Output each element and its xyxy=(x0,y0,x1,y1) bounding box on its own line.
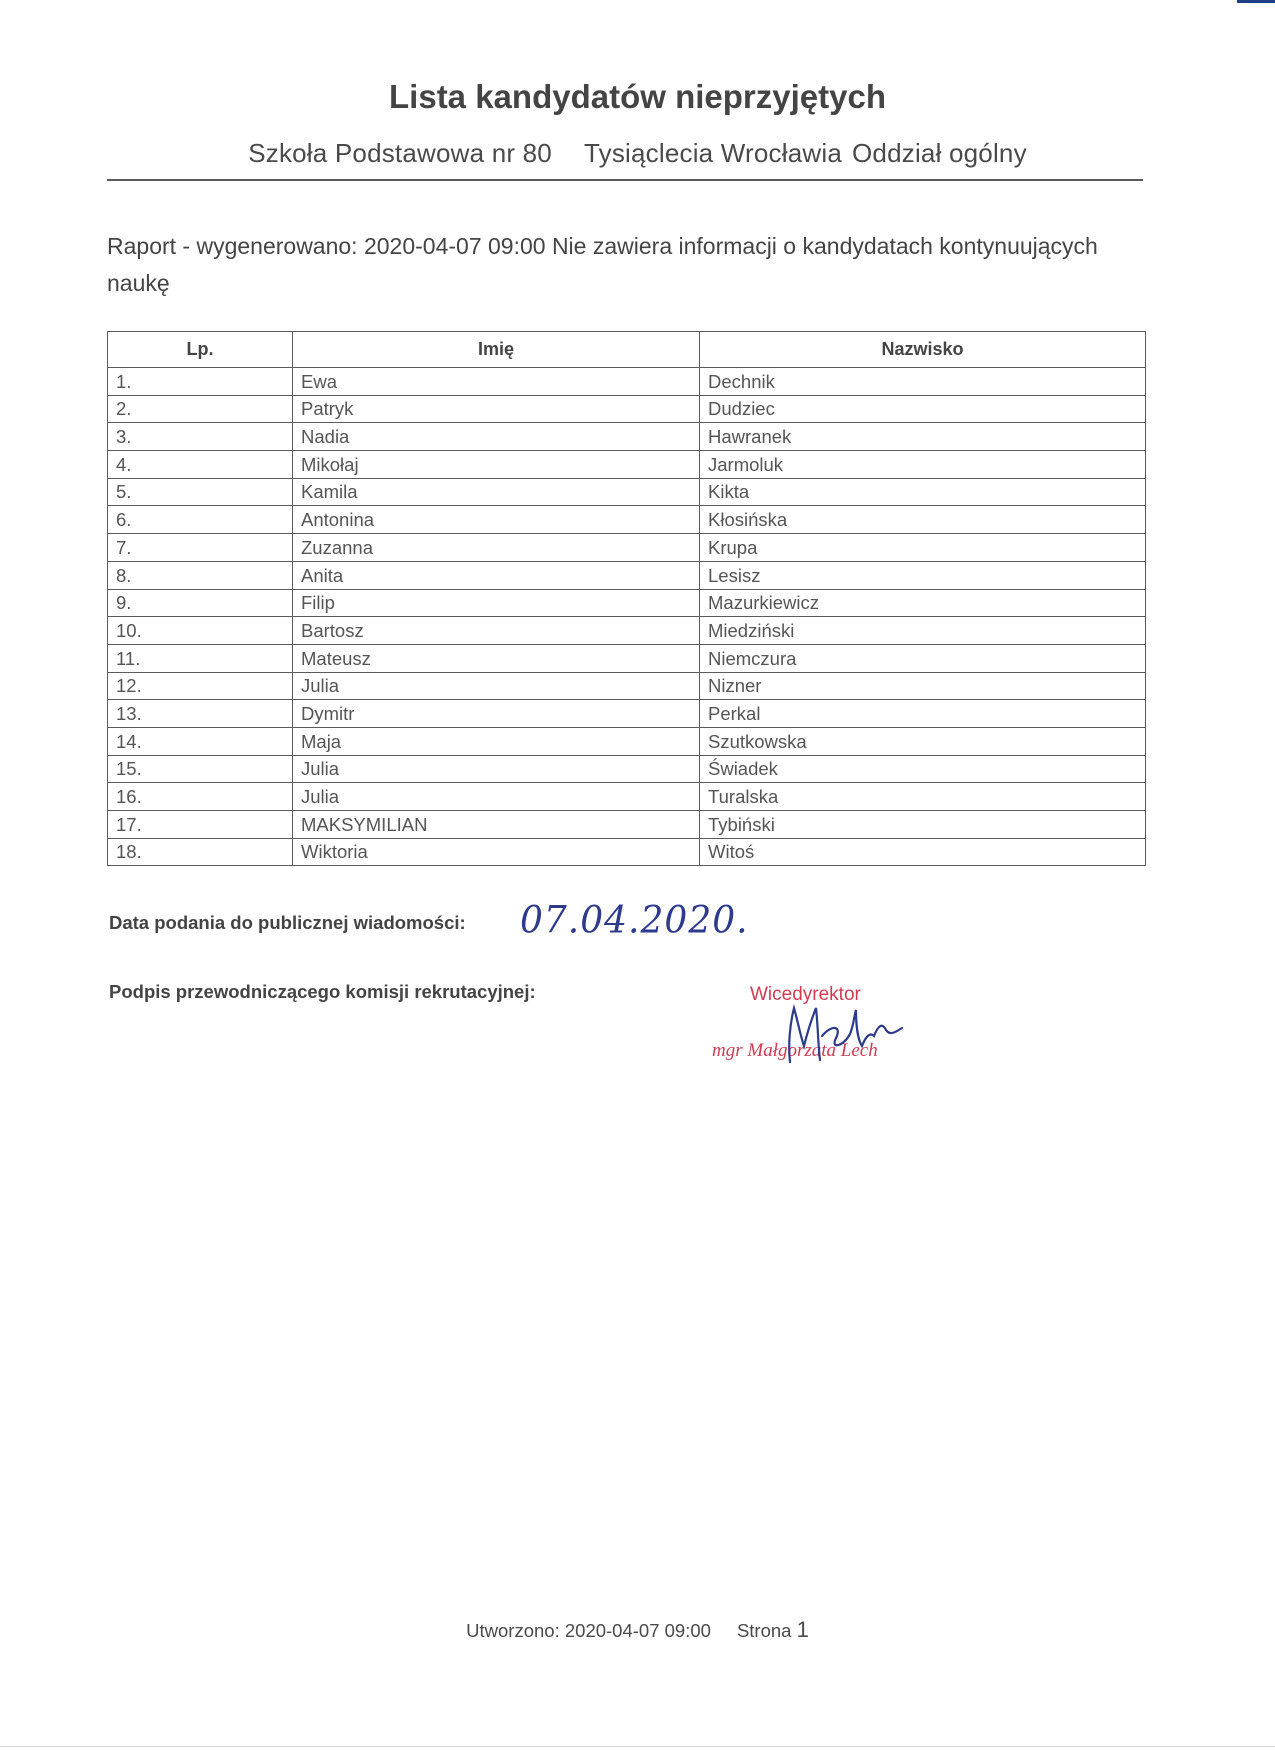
row-first-name: Anita xyxy=(293,561,700,589)
table-row xyxy=(108,755,1146,783)
row-first-name: Bartosz xyxy=(293,617,700,645)
row-lp: 11. xyxy=(108,644,293,672)
row-lp: 9. xyxy=(108,589,293,617)
table-row xyxy=(108,838,1146,866)
row-first-name: Julia xyxy=(293,672,700,700)
table-row xyxy=(108,589,1146,617)
row-last-name: Turalska xyxy=(700,783,1146,811)
table-row xyxy=(108,617,1146,645)
row-last-name: Niemczura xyxy=(700,644,1146,672)
row-lp: 17. xyxy=(108,811,293,839)
row-first-name: MAKSYMILIAN xyxy=(293,811,700,839)
table-row xyxy=(108,727,1146,755)
row-lp: 7. xyxy=(108,534,293,562)
header-divider xyxy=(107,179,1143,181)
school-label: Szkoła Podstawowa nr 80 xyxy=(248,138,552,168)
row-last-name: Tybiński xyxy=(700,811,1146,839)
scan-bottom-edge xyxy=(0,1746,1275,1747)
row-first-name: Filip xyxy=(293,589,700,617)
row-first-name: Julia xyxy=(293,755,700,783)
row-lp: 6. xyxy=(108,506,293,534)
row-last-name: Mazurkiewicz xyxy=(700,589,1146,617)
row-first-name: Julia xyxy=(293,783,700,811)
row-lp: 10. xyxy=(108,617,293,645)
signature-label: Podpis przewodniczącego komisji rekrutacyjnej: xyxy=(109,981,536,1002)
row-last-name: Dudziec xyxy=(700,395,1146,423)
row-lp: 18. xyxy=(108,838,293,866)
row-last-name: Perkal xyxy=(700,700,1146,728)
row-lp: 16. xyxy=(108,783,293,811)
report-note: Raport - wygenerowano: 2020-04-07 09:00 Nie zawiera informacji o kandydatach kontynuujących naukę xyxy=(107,233,1098,296)
page-subtitle xyxy=(0,138,1275,169)
table-row xyxy=(108,561,1146,589)
row-last-name: Hawranek xyxy=(700,423,1146,451)
created-timestamp: Utworzono: 2020-04-07 09:00 xyxy=(466,1620,711,1641)
row-last-name: Szutkowska xyxy=(700,727,1146,755)
stamp-name: mgr Małgorzata Lech xyxy=(712,1040,878,1061)
row-first-name: Zuzanna xyxy=(293,534,700,562)
row-lp: 8. xyxy=(108,561,293,589)
handwritten-date: 07.04.2020. xyxy=(520,898,749,943)
page-footer xyxy=(0,1617,1275,1643)
row-lp: 3. xyxy=(108,423,293,451)
department-label: Oddział ogólny xyxy=(852,138,1027,168)
row-last-name: Lesisz xyxy=(700,561,1146,589)
row-last-name: Miedziński xyxy=(700,617,1146,645)
row-last-name: Kłosińska xyxy=(700,506,1146,534)
table-row xyxy=(108,700,1146,728)
page-title: Lista kandydatów nieprzyjętych xyxy=(389,78,886,115)
row-lp: 1. xyxy=(108,368,293,396)
table-row xyxy=(108,478,1146,506)
row-last-name: Witoś xyxy=(700,838,1146,866)
row-last-name: Nizner xyxy=(700,672,1146,700)
table-row xyxy=(108,423,1146,451)
row-last-name: Krupa xyxy=(700,534,1146,562)
handwritten-signature xyxy=(770,996,910,1068)
table-header-row xyxy=(108,332,1146,368)
row-first-name: Wiktoria xyxy=(293,838,700,866)
column-header-first-name: Imię xyxy=(293,332,700,368)
row-first-name: Maja xyxy=(293,727,700,755)
table-row xyxy=(108,672,1146,700)
scan-edge-mark xyxy=(1237,0,1275,3)
row-first-name: Dymitr xyxy=(293,700,700,728)
column-header-lp: Lp. xyxy=(108,332,293,368)
row-lp: 4. xyxy=(108,451,293,479)
row-last-name: Świadek xyxy=(700,755,1146,783)
row-last-name: Jarmoluk xyxy=(700,451,1146,479)
school-name: Tysiąclecia Wrocławia xyxy=(583,138,842,168)
candidates-table xyxy=(107,331,1146,866)
table-row xyxy=(108,506,1146,534)
row-last-name: Kikta xyxy=(700,478,1146,506)
row-lp: 5. xyxy=(108,478,293,506)
row-first-name: Kamila xyxy=(293,478,700,506)
row-lp: 15. xyxy=(108,755,293,783)
table-row xyxy=(108,811,1146,839)
table-row xyxy=(108,534,1146,562)
table-row xyxy=(108,395,1146,423)
row-lp: 2. xyxy=(108,395,293,423)
row-first-name: Mateusz xyxy=(293,644,700,672)
publication-date-label: Data podania do publicznej wiadomości: xyxy=(109,912,466,933)
row-first-name: Antonina xyxy=(293,506,700,534)
row-last-name: Dechnik xyxy=(700,368,1146,396)
table-row xyxy=(108,783,1146,811)
row-lp: 13. xyxy=(108,700,293,728)
column-header-last-name: Nazwisko xyxy=(700,332,1146,368)
row-first-name: Ewa xyxy=(293,368,700,396)
row-first-name: Nadia xyxy=(293,423,700,451)
table-row xyxy=(108,644,1146,672)
page-label: Strona xyxy=(736,1620,792,1641)
row-lp: 12. xyxy=(108,672,293,700)
page-number: 1 xyxy=(796,1617,809,1642)
table-row xyxy=(108,368,1146,396)
row-lp: 14. xyxy=(108,727,293,755)
row-first-name: Patryk xyxy=(293,395,700,423)
row-first-name: Mikołaj xyxy=(293,451,700,479)
table-row xyxy=(108,451,1146,479)
stamp-title: Wicedyrektor xyxy=(750,984,861,1005)
